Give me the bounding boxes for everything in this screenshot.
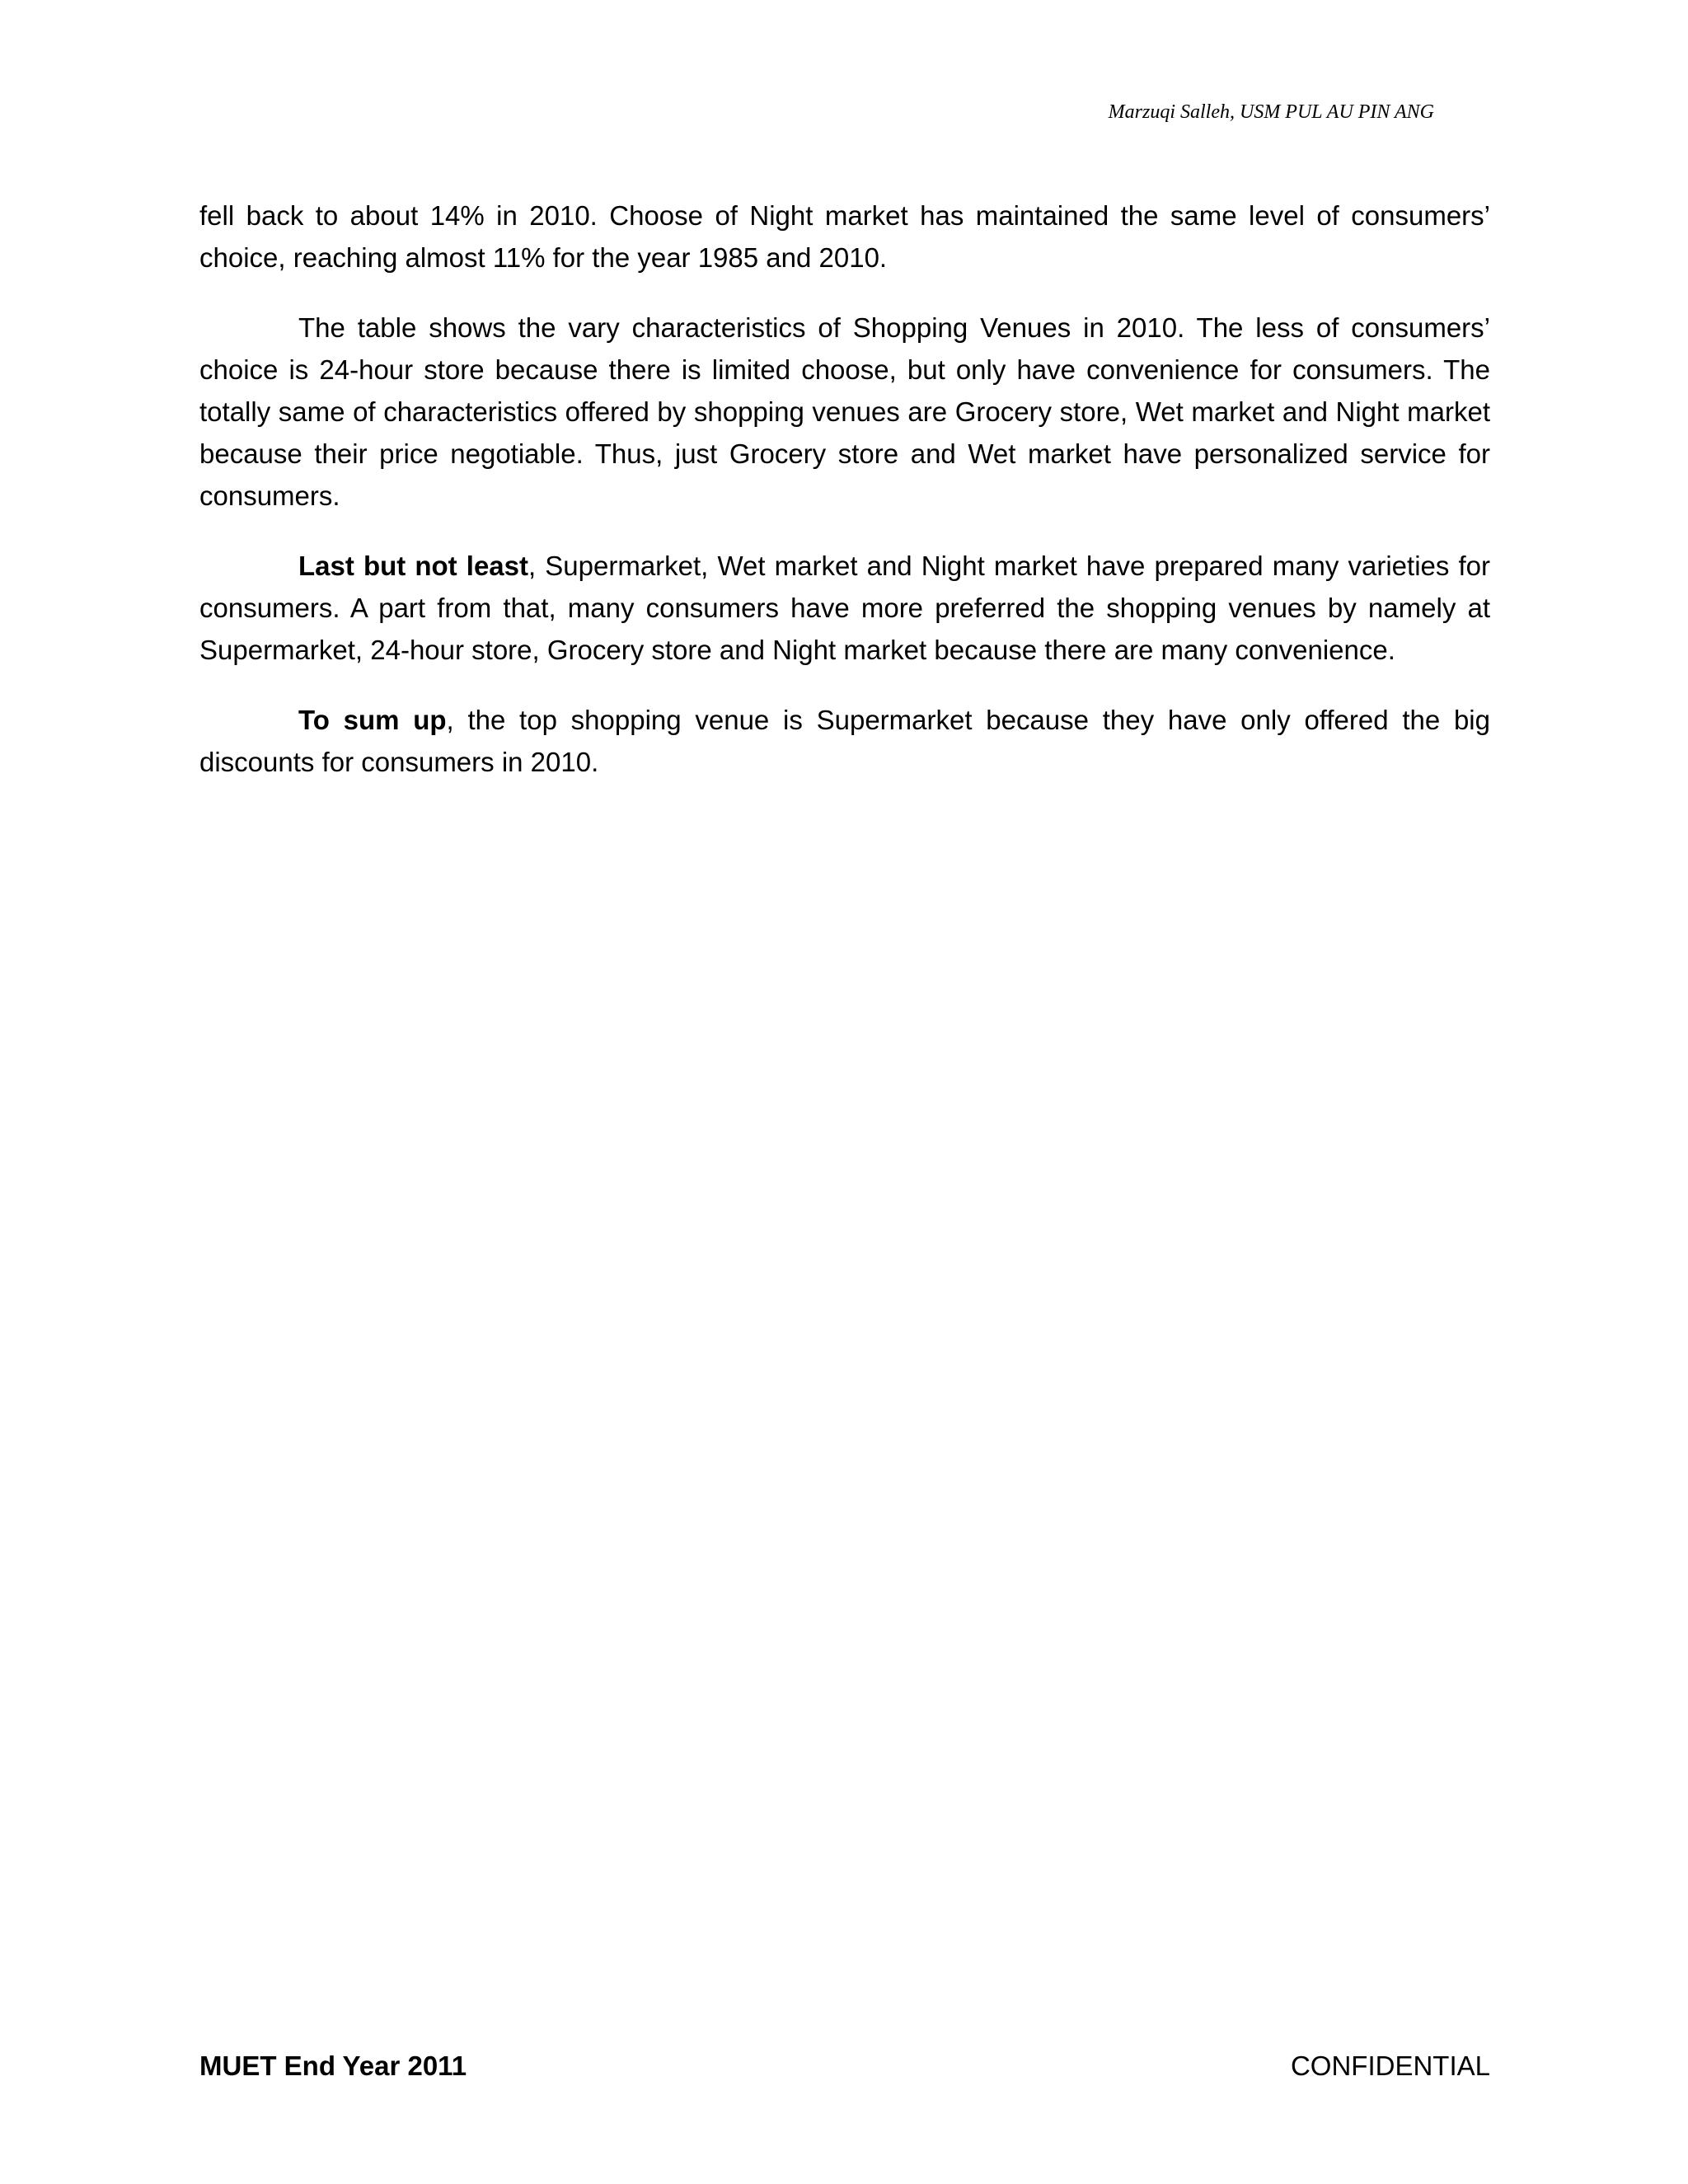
paragraph-3-text: , Supermarket, Wet market and Night market have prepared many varieties for consumers. A part from that, many consumers have more preferred the shopping venues by namely at Supermarket, 24-hour store, Grocery store and Night market because there are many convenience. bbox=[199, 551, 1491, 665]
footer-confidential: CONFIDENTIAL bbox=[1290, 2050, 1490, 2081]
paragraph-3 bbox=[199, 545, 1490, 671]
document-body bbox=[199, 194, 1490, 811]
paragraph-4 bbox=[199, 699, 1490, 783]
page-footer bbox=[199, 2048, 1490, 2084]
paragraph-4-lead: To sum up bbox=[298, 705, 447, 735]
paragraph-4-text: , the top shopping venue is Supermarket because they have only offered the big discounts for consumers in 2010. bbox=[199, 705, 1490, 777]
paragraph-1: fell back to about 14% in 2010. Choose of Night market has maintained the same level of consumers’ choice, reaching almost 11% for the year 1985 and 2010. bbox=[199, 200, 1490, 273]
paragraph-3-lead: Last but not least bbox=[298, 551, 528, 581]
paragraph-2: The table shows the vary characteristics of Shopping Venues in 2010. The less of consumers’ choice is 24-hour store because there is limited choose, but only have convenience for consumers. The totally same of characteristics offered by shopping venues are Grocery store, Wet market and Night market because their price negotiable. Thus, just Grocery store and Wet market have personalized service for consumers. bbox=[199, 312, 1490, 511]
header-author: Marzuqi Salleh, USM PUL AU PIN ANG bbox=[1108, 101, 1434, 123]
footer-title: MUET End Year 2011 bbox=[199, 2050, 467, 2081]
